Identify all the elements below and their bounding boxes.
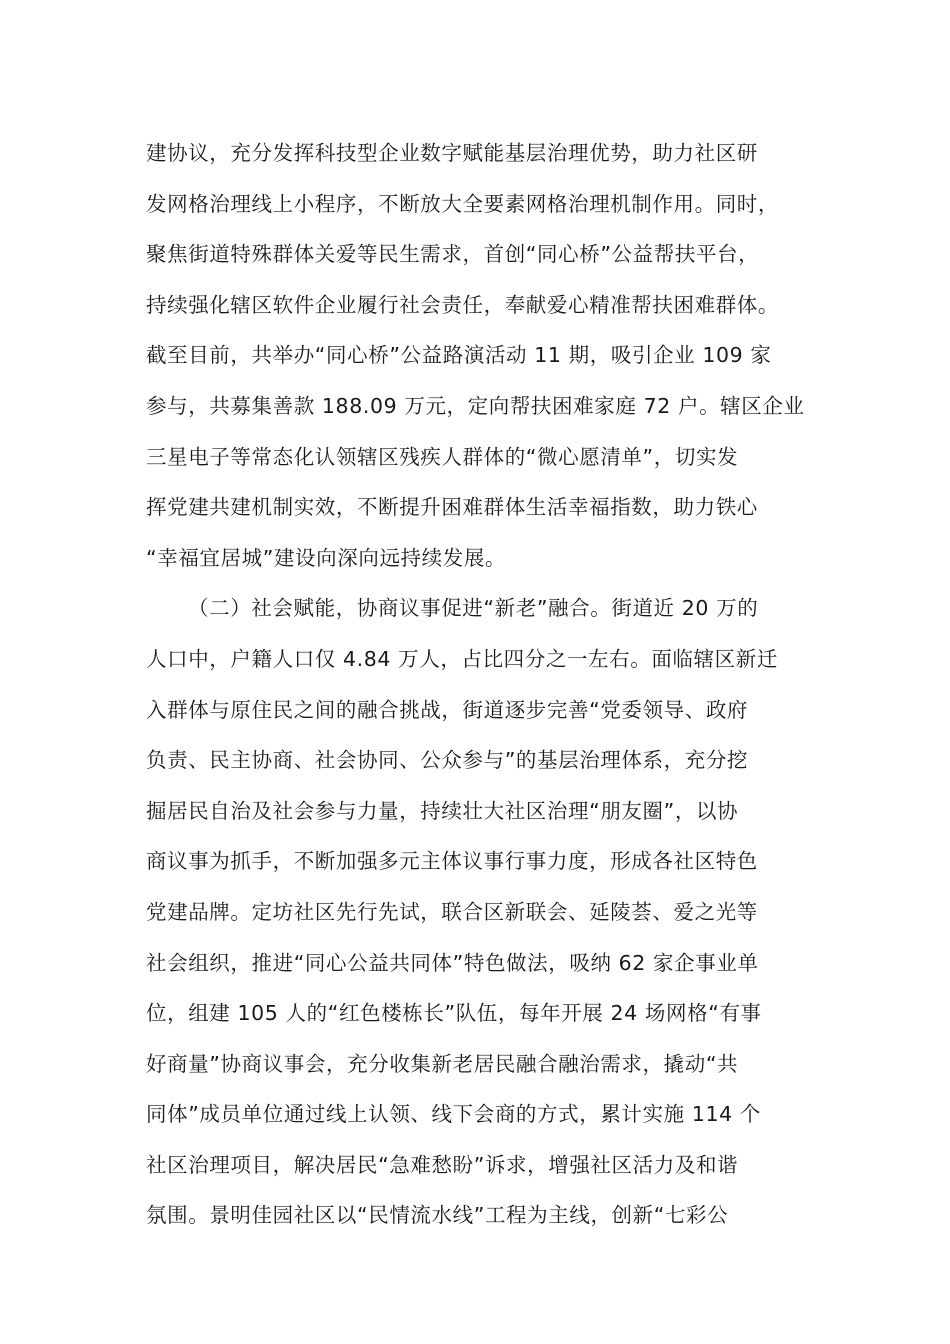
text-line: 三星电子等常态化认领辖区残疾人群体的“微心愿清单”，切实发 xyxy=(146,444,739,469)
text-line: 人口中，户籍人口仅 4.84 万人，占比四分之一左右。面临辖区新迁 xyxy=(146,646,778,671)
text-line: 掘居民自治及社会参与力量，持续壮大社区治理“朋友圈”，以协 xyxy=(146,798,739,823)
text-line: 建协议，充分发挥科技型企业数字赋能基层治理优势，助力社区研 xyxy=(146,141,758,165)
text-line: 聚焦街道特殊群体关爱等民生需求，首创“同心桥”公益帮扶平台， xyxy=(146,242,760,267)
text-line: 挥党建共建机制实效，不断提升困难群体生活幸福指数，助力铁心 xyxy=(146,495,758,520)
text-line: 持续强化辖区软件企业履行社会责任，奉献爱心精准帮扶困难群体。 xyxy=(146,292,779,317)
text-line: 党建品牌。定坊社区先行先试，联合区新联会、延陵荟、爱之光等 xyxy=(146,899,758,924)
text-line: 入群体与原住民之间的融合挑战，街道逐步完善“党委领导、政府 xyxy=(146,697,749,722)
text-line: 同体”成员单位通过线上认领、线下会商的方式，累计实施 114 个 xyxy=(146,1102,761,1127)
text-line: 好商量”协商议事会，充分收集新老居民融合融治需求，撬动“共 xyxy=(146,1051,739,1076)
text-line: 负责、民主协商、社会协同、公众参与”的基层治理体系，充分挖 xyxy=(146,748,749,773)
text-line: “幸福宜居城”建设向深向远持续发展。 xyxy=(146,545,507,570)
text-line: 发网格治理线上小程序，不断放大全要素网格治理机制作用。同时， xyxy=(146,191,779,216)
body-text xyxy=(146,128,826,1241)
text-line: 社区治理项目，解决居民“急难愁盼”诉求，增强社区活力及和谐 xyxy=(146,1152,739,1177)
text-line: 位，组建 105 人的“红色楼栋长”队伍，每年开展 24 场网格“有事 xyxy=(146,1001,762,1026)
text-line: 参与，共募集善款 188.09 万元，定向帮扶困难家庭 72 户。辖区企业 xyxy=(146,393,805,418)
text-line: 截至目前，共举办“同心桥”公益路演活动 11 期，吸引企业 109 家 xyxy=(146,343,772,368)
text-line: 商议事为抓手，不断加强多元主体议事行事力度，形成各社区特色 xyxy=(146,849,758,874)
text-line: 社会组织，推进“同心公益共同体”特色做法，吸纳 62 家企事业单 xyxy=(146,950,759,975)
text-line: 氛围。景明佳园社区以“民情流水线”工程为主线，创新“七彩公 xyxy=(146,1203,729,1228)
section-heading-line: （二）社会赋能，协商议事促进“新老”融合。街道近 20 万的 xyxy=(188,596,759,621)
